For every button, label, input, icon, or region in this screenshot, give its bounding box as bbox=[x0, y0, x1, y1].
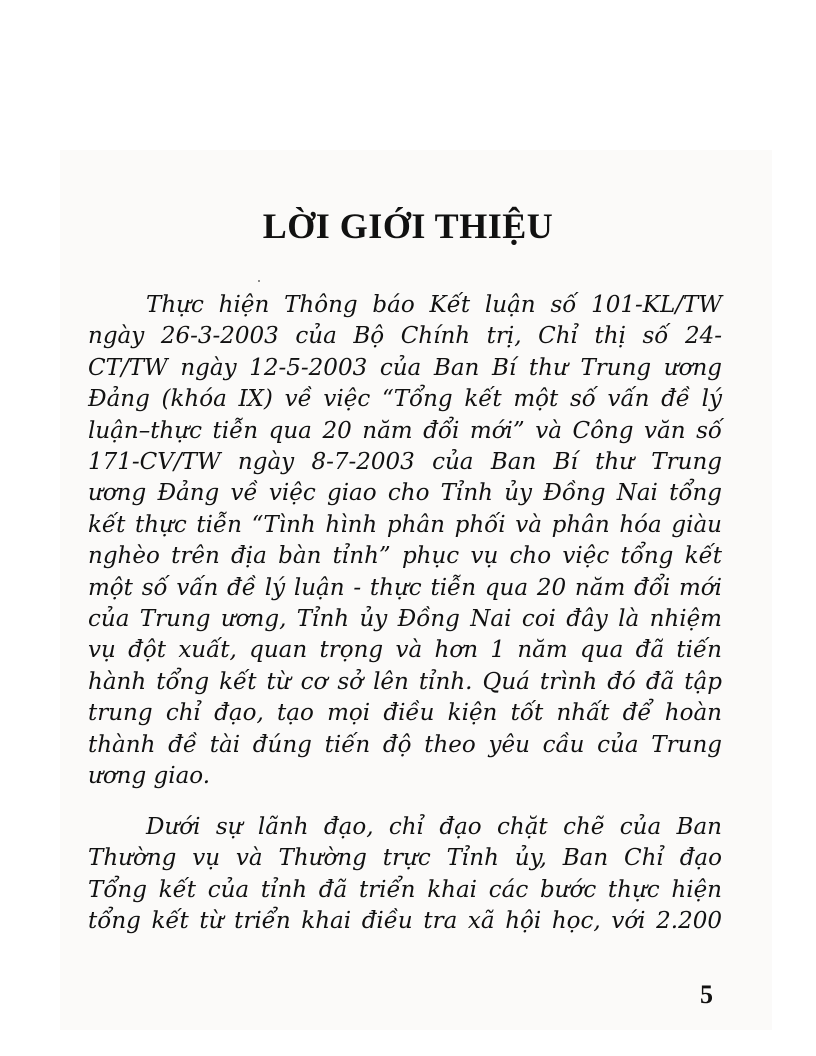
text-line: ương giao. bbox=[88, 763, 211, 790]
print-speck bbox=[258, 280, 260, 282]
text-line: thành đề tài đúng tiến độ theo yêu cầu của Trung bbox=[88, 731, 722, 758]
text-line: Thực hiện Thông báo Kết luận số 101-KL/TW bbox=[146, 292, 722, 318]
text-line: Dưới sự lãnh đạo, chỉ đạo chặt chẽ của Ban bbox=[146, 814, 722, 840]
text-line: tổng kết từ triển khai điều tra xã hội học, với 2.200 bbox=[88, 908, 722, 935]
text-line: hành tổng kết từ cơ sở lên tỉnh. Quá trình đó đã tập bbox=[88, 668, 722, 695]
paragraph-2 bbox=[88, 812, 722, 938]
text-line: CT/TW ngày 12-5-2003 của Ban Bí thư Trung ương bbox=[88, 354, 722, 381]
text-line: trung chỉ đạo, tạo mọi điều kiện tốt nhất để hoàn bbox=[88, 700, 722, 727]
text-line: ngày 26-3-2003 của Bộ Chính trị, Chỉ thị số 24- bbox=[88, 323, 722, 350]
text-line: 171-CV/TW ngày 8-7-2003 của Ban Bí thư Trung bbox=[88, 449, 722, 476]
page-number: 5 bbox=[700, 980, 713, 1009]
text-line: Đảng (khóa IX) về việc “Tổng kết một số vấn đề lý bbox=[88, 386, 722, 413]
text-line: ương Đảng về việc giao cho Tỉnh ủy Đồng Nai tổng bbox=[88, 480, 722, 507]
text-line: một số vấn đề lý luận - thực tiễn qua 20 năm đổi mới bbox=[88, 574, 722, 601]
text-line: Thường vụ và Thường trực Tỉnh ủy, Ban Chỉ đạo bbox=[88, 845, 722, 872]
text-line: nghèo trên địa bàn tỉnh” phục vụ cho việc tổng kết bbox=[88, 543, 722, 570]
text-line: kết thực tiễn “Tình hình phân phối và phân hóa giàu bbox=[88, 511, 722, 538]
page-title: LỜI GIỚI THIỆU bbox=[262, 206, 554, 247]
text-line: Tổng kết của tỉnh đã triển khai các bước thực hiện bbox=[88, 876, 722, 903]
text-line: của Trung ương, Tỉnh ủy Đồng Nai coi đây là nhiệm bbox=[88, 606, 722, 633]
text-line: vụ đột xuất, quan trọng và hơn 1 năm qua đã tiến bbox=[88, 637, 722, 664]
text-line: luận–thực tiễn qua 20 năm đổi mới” và Công văn số bbox=[88, 417, 722, 444]
paragraph-1 bbox=[88, 290, 722, 793]
